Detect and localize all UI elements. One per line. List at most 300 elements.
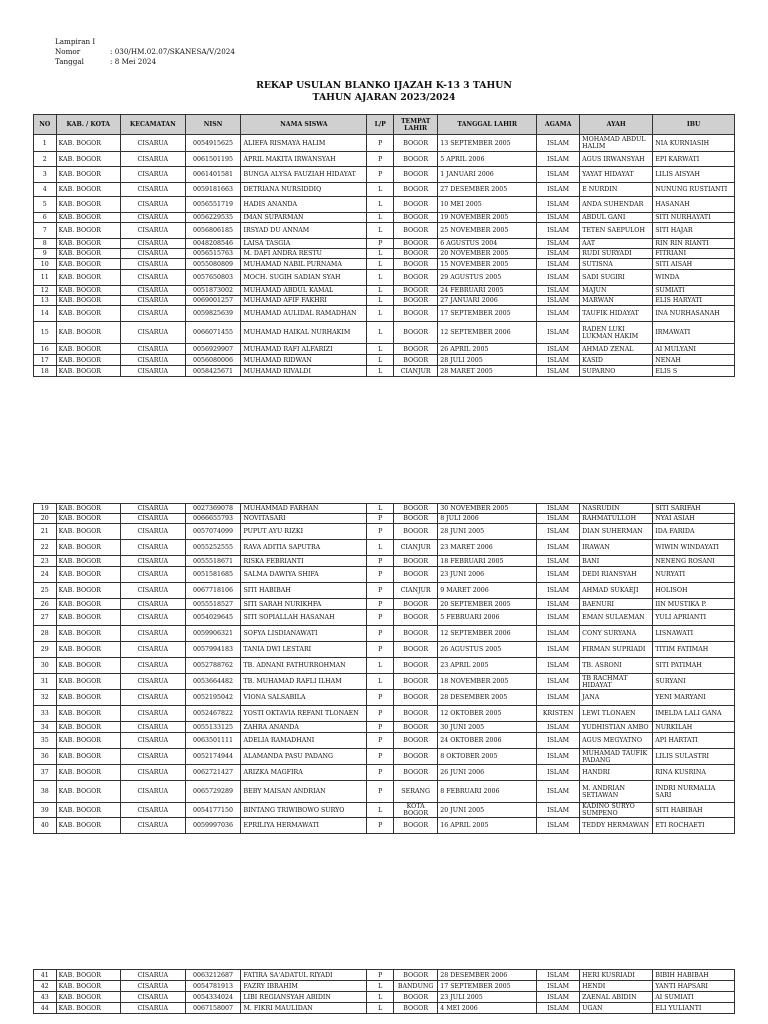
cell-ibu: INDRI NURMALIA SARI <box>653 781 735 803</box>
cell-kab-kota: KAB. BOGOR <box>56 167 121 183</box>
cell-tempat-lahir: SERANG <box>394 781 438 803</box>
cell-ibu: WINDA <box>653 270 735 286</box>
cell-kab-kota: KAB. BOGOR <box>56 223 121 239</box>
cell-nisn: 0056551719 <box>185 197 241 213</box>
cell-ayah: YUDHISTIAN AMBO <box>580 722 653 733</box>
cell-agama: ISLAM <box>537 322 580 344</box>
cell-kab-kota: KAB. BOGOR <box>56 152 121 167</box>
cell-tempat-lahir: BOGOR <box>394 706 438 722</box>
cell-kecamatan: CISARUA <box>121 524 186 540</box>
cell-ibu: FITRIANI <box>653 249 735 259</box>
cell-kab-kota: KAB. BOGOR <box>56 765 121 781</box>
cell-nisn: 0069001257 <box>185 296 241 306</box>
cell-tanggal-lahir: 17 SEPTEMBER 2005 <box>438 306 537 322</box>
cell-kab-kota: KAB. BOGOR <box>56 239 121 249</box>
cell-ibu: API HARTATI <box>653 733 735 749</box>
cell-nisn: 0056515763 <box>185 249 241 259</box>
cell-kab-kota: KAB. BOGOR <box>56 183 121 197</box>
cell-nama-siswa: MUHAMAD AULIDAL RAMADHAN <box>241 306 367 322</box>
cell-no: 41 <box>34 970 57 981</box>
cell-ibu: IMELDA LALI GANA <box>653 706 735 722</box>
cell-ibu: NUNUNG RUSTIANTI <box>653 183 735 197</box>
cell-nama-siswa: ARIZKA MAGFIRA <box>241 765 367 781</box>
table-row <box>34 152 735 167</box>
cell-ayah: KADINO SURYO SUMPENO <box>580 803 653 818</box>
cell-kecamatan: CISARUA <box>121 344 186 355</box>
cell-ibu: IDA FARIDA <box>653 524 735 540</box>
cell-agama: ISLAM <box>537 722 580 733</box>
cell-kab-kota: KAB. BOGOR <box>56 524 121 540</box>
cell-lp: P <box>367 135 394 152</box>
cell-agama: ISLAM <box>537 213 580 223</box>
cell-tanggal-lahir: 27 DESEMBER 2005 <box>438 183 537 197</box>
cell-tanggal-lahir: 30 NOVEMBER 2005 <box>438 504 537 514</box>
cell-ayah: NASRUDIN <box>580 504 653 514</box>
cell-tanggal-lahir: 12 SEPTEMBER 2006 <box>438 322 537 344</box>
cell-agama: ISLAM <box>537 981 580 992</box>
cell-tempat-lahir: BOGOR <box>394 306 438 322</box>
cell-nama-siswa: IRSYAD DU ANNAM <box>241 223 367 239</box>
cell-ibu: SITI PATIMAH <box>653 658 735 674</box>
cell-ibu: NURKILAH <box>653 722 735 733</box>
cell-kab-kota: KAB. BOGOR <box>56 749 121 765</box>
cell-tempat-lahir: BOGOR <box>394 599 438 610</box>
table-row <box>34 135 735 152</box>
column-header-nama-siswa: NAMA SISWA <box>241 115 367 135</box>
student-table-part-1 <box>33 114 735 377</box>
cell-kecamatan: CISARUA <box>121 749 186 765</box>
cell-no: 26 <box>34 599 57 610</box>
cell-lp: P <box>367 167 394 183</box>
cell-no: 38 <box>34 781 57 803</box>
cell-nisn: 0052195042 <box>185 690 241 706</box>
cell-kab-kota: KAB. BOGOR <box>56 270 121 286</box>
cell-ayah: HERI KUSRIADI <box>580 970 653 981</box>
cell-kab-kota: KAB. BOGOR <box>56 599 121 610</box>
cell-nama-siswa: MUHAMAD RIVALDI <box>241 366 367 377</box>
cell-tempat-lahir: BOGOR <box>394 626 438 642</box>
cell-agama: ISLAM <box>537 642 580 658</box>
cell-tempat-lahir: BOGOR <box>394 197 438 213</box>
cell-no: 20 <box>34 514 57 524</box>
cell-kecamatan: CISARUA <box>121 239 186 249</box>
cell-tanggal-lahir: 29 AGUSTUS 2005 <box>438 270 537 286</box>
table-row <box>34 239 735 249</box>
cell-no: 19 <box>34 504 57 514</box>
cell-kab-kota: KAB. BOGOR <box>56 135 121 152</box>
cell-ayah: DIAN SUHERMAN <box>580 524 653 540</box>
column-header-tanggal-lahir: TANGGAL LAHIR <box>438 115 537 135</box>
cell-lp: L <box>367 322 394 344</box>
cell-lp: P <box>367 514 394 524</box>
cell-agama: KRISTEN <box>537 706 580 722</box>
cell-no: 29 <box>34 642 57 658</box>
cell-no: 13 <box>34 296 57 306</box>
cell-ibu: ELIS HARYATI <box>653 296 735 306</box>
column-header-tempat-lahir: TEMPAT LAHIR <box>394 115 438 135</box>
cell-kecamatan: CISARUA <box>121 981 186 992</box>
cell-kecamatan: CISARUA <box>121 765 186 781</box>
cell-nama-siswa: RAVA ADITIA SAPUTRA <box>241 540 367 556</box>
cell-no: 18 <box>34 366 57 377</box>
cell-agama: ISLAM <box>537 524 580 540</box>
cell-nisn: 0056929907 <box>185 344 241 355</box>
cell-tempat-lahir: BOGOR <box>394 992 438 1003</box>
cell-ayah: KASID <box>580 355 653 366</box>
cell-agama: ISLAM <box>537 781 580 803</box>
cell-ibu: ELI YULIANTI <box>653 1003 735 1014</box>
cell-nisn: 0056806185 <box>185 223 241 239</box>
cell-lp: L <box>367 366 394 377</box>
cell-nama-siswa: MUHAMAD RIDWAN <box>241 355 367 366</box>
cell-lp: L <box>367 803 394 818</box>
cell-no: 9 <box>34 249 57 259</box>
table-row <box>34 749 735 765</box>
table-row <box>34 366 735 377</box>
cell-nama-siswa: VIONA SALSABILA <box>241 690 367 706</box>
cell-nama-siswa: M. FIKRI MAULIDAN <box>241 1003 367 1014</box>
cell-tempat-lahir: BOGOR <box>394 167 438 183</box>
cell-no: 30 <box>34 658 57 674</box>
cell-agama: ISLAM <box>537 626 580 642</box>
cell-kab-kota: KAB. BOGOR <box>56 540 121 556</box>
cell-kab-kota: KAB. BOGOR <box>56 626 121 642</box>
cell-tanggal-lahir: 20 JUNI 2005 <box>438 803 537 818</box>
cell-no: 40 <box>34 818 57 834</box>
cell-agama: ISLAM <box>537 567 580 583</box>
cell-ayah: TAUFIK HIDAYAT <box>580 306 653 322</box>
table-row <box>34 556 735 567</box>
cell-nisn: 0054334024 <box>185 992 241 1003</box>
cell-ibu: SITI AISAH <box>653 259 735 270</box>
meta-key: Tanggal <box>55 57 84 66</box>
cell-nama-siswa: MUHAMAD NABIL PURNAMA <box>241 259 367 270</box>
table-row <box>34 658 735 674</box>
table-row <box>34 818 735 834</box>
cell-agama: ISLAM <box>537 306 580 322</box>
cell-kecamatan: CISARUA <box>121 135 186 152</box>
cell-agama: ISLAM <box>537 599 580 610</box>
cell-ayah: TEDDY HERMAWAN <box>580 818 653 834</box>
cell-nisn: 0066655793 <box>185 514 241 524</box>
cell-nama-siswa: TB. MUHAMAD RAFLI ILHAM <box>241 674 367 690</box>
cell-no: 37 <box>34 765 57 781</box>
cell-agama: ISLAM <box>537 690 580 706</box>
cell-lp: L <box>367 504 394 514</box>
cell-tanggal-lahir: 12 OKTOBER 2005 <box>438 706 537 722</box>
cell-lp: P <box>367 706 394 722</box>
cell-nama-siswa: MUHAMAD AFIF FAKHRI <box>241 296 367 306</box>
cell-lp: P <box>367 970 394 981</box>
cell-agama: ISLAM <box>537 818 580 834</box>
cell-kecamatan: CISARUA <box>121 781 186 803</box>
cell-nama-siswa: BEBY MAISAN ANDRIAN <box>241 781 367 803</box>
meta-value: : 8 Mei 2024 <box>110 57 157 66</box>
cell-nisn: 0052174944 <box>185 749 241 765</box>
cell-tempat-lahir: BOGOR <box>394 286 438 296</box>
cell-tanggal-lahir: 23 APRIL 2005 <box>438 658 537 674</box>
cell-tanggal-lahir: 8 JULI 2006 <box>438 514 537 524</box>
cell-ibu: RIN RIN RIANTI <box>653 239 735 249</box>
cell-agama: ISLAM <box>537 197 580 213</box>
cell-ibu: AI SUMIATI <box>653 992 735 1003</box>
meta-lampiran <box>55 37 235 47</box>
cell-nama-siswa: FAZRY IBRAHIM <box>241 981 367 992</box>
cell-tempat-lahir: BOGOR <box>394 355 438 366</box>
cell-tanggal-lahir: 28 JUNI 2005 <box>438 524 537 540</box>
cell-tanggal-lahir: 30 JUNI 2005 <box>438 722 537 733</box>
cell-kab-kota: KAB. BOGOR <box>56 567 121 583</box>
cell-kab-kota: KAB. BOGOR <box>56 706 121 722</box>
cell-agama: ISLAM <box>537 259 580 270</box>
cell-tanggal-lahir: 27 JANUARI 2006 <box>438 296 537 306</box>
cell-lp: P <box>367 567 394 583</box>
cell-nisn: 0057074099 <box>185 524 241 540</box>
cell-nisn: 0057650803 <box>185 270 241 286</box>
cell-ayah: TETEN SAEPULOH <box>580 223 653 239</box>
table-row <box>34 642 735 658</box>
cell-no: 17 <box>34 355 57 366</box>
cell-tanggal-lahir: 17 SEPTEMBER 2005 <box>438 981 537 992</box>
cell-lp: P <box>367 239 394 249</box>
cell-nisn: 0048208546 <box>185 239 241 249</box>
cell-nama-siswa: SITI HABIBAH <box>241 583 367 599</box>
cell-agama: ISLAM <box>537 1003 580 1014</box>
cell-tempat-lahir: BOGOR <box>394 223 438 239</box>
table-row <box>34 567 735 583</box>
cell-ayah: DEDI RIANSYAH <box>580 567 653 583</box>
cell-tempat-lahir: BOGOR <box>394 658 438 674</box>
table-row <box>34 583 735 599</box>
cell-no: 5 <box>34 197 57 213</box>
cell-lp: L <box>367 540 394 556</box>
cell-nama-siswa: MOCH. SUGIH SADIAN SYAH <box>241 270 367 286</box>
cell-ayah: AGUS IRWANSYAH <box>580 152 653 167</box>
cell-nisn: 0058425671 <box>185 366 241 377</box>
cell-kab-kota: KAB. BOGOR <box>56 504 121 514</box>
cell-agama: ISLAM <box>537 286 580 296</box>
cell-ayah: RUDI SURYADI <box>580 249 653 259</box>
column-header-nisn: NISN <box>185 115 241 135</box>
cell-kecamatan: CISARUA <box>121 722 186 733</box>
meta-tanggal <box>55 57 235 67</box>
cell-kab-kota: KAB. BOGOR <box>56 355 121 366</box>
cell-kecamatan: CISARUA <box>121 626 186 642</box>
cell-nama-siswa: LAISA TASGIA <box>241 239 367 249</box>
cell-no: 14 <box>34 306 57 322</box>
cell-agama: ISLAM <box>537 296 580 306</box>
cell-ayah: ZAENAL ABIDIN <box>580 992 653 1003</box>
cell-tempat-lahir: BOGOR <box>394 765 438 781</box>
cell-nama-siswa: SOFYA LISDIANAWATI <box>241 626 367 642</box>
cell-tempat-lahir: CIANJUR <box>394 540 438 556</box>
cell-no: 21 <box>34 524 57 540</box>
cell-tanggal-lahir: 6 AGUSTUS 2004 <box>438 239 537 249</box>
cell-no: 8 <box>34 239 57 249</box>
cell-tempat-lahir: BOGOR <box>394 344 438 355</box>
cell-kecamatan: CISARUA <box>121 197 186 213</box>
cell-kecamatan: CISARUA <box>121 306 186 322</box>
cell-tanggal-lahir: 9 MARET 2006 <box>438 583 537 599</box>
cell-tanggal-lahir: 8 OKTOBER 2005 <box>438 749 537 765</box>
table-row <box>34 524 735 540</box>
cell-nisn: 0062721427 <box>185 765 241 781</box>
cell-no: 36 <box>34 749 57 765</box>
cell-nisn: 0054781913 <box>185 981 241 992</box>
cell-ibu: SITI SARIFAH <box>653 504 735 514</box>
cell-ayah: MAJUN <box>580 286 653 296</box>
cell-tanggal-lahir: 26 AGUSTUS 2005 <box>438 642 537 658</box>
cell-ibu: NIA KURNIASIH <box>653 135 735 152</box>
cell-ibu: TITIM FATIMAH <box>653 642 735 658</box>
cell-no: 33 <box>34 706 57 722</box>
cell-nisn: 0061501195 <box>185 152 241 167</box>
table-row <box>34 183 735 197</box>
cell-kab-kota: KAB. BOGOR <box>56 610 121 626</box>
table-row <box>34 344 735 355</box>
cell-lp: L <box>367 286 394 296</box>
cell-nama-siswa: IMAN SUPARMAN <box>241 213 367 223</box>
cell-ibu: HASANAH <box>653 197 735 213</box>
cell-ayah: E NURDIN <box>580 183 653 197</box>
cell-tempat-lahir: BOGOR <box>394 504 438 514</box>
cell-lp: L <box>367 306 394 322</box>
cell-ibu: AI MULYANI <box>653 344 735 355</box>
cell-agama: ISLAM <box>537 658 580 674</box>
cell-kab-kota: KAB. BOGOR <box>56 733 121 749</box>
cell-lp: P <box>367 818 394 834</box>
cell-kecamatan: CISARUA <box>121 366 186 377</box>
cell-tanggal-lahir: 13 SEPTEMBER 2005 <box>438 135 537 152</box>
table-row <box>34 599 735 610</box>
cell-ibu: LISNAWATI <box>653 626 735 642</box>
document-title: REKAP USULAN BLANKO IJAZAH K-13 3 TAHUN <box>256 80 512 91</box>
column-header-lp: L/P <box>367 115 394 135</box>
cell-nisn: 0055080809 <box>185 259 241 270</box>
cell-kecamatan: CISARUA <box>121 556 186 567</box>
cell-kecamatan: CISARUA <box>121 583 186 599</box>
cell-nisn: 0056080006 <box>185 355 241 366</box>
cell-nama-siswa: APRIL MAKITA IRWANSYAH <box>241 152 367 167</box>
cell-no: 15 <box>34 322 57 344</box>
cell-nama-siswa: RISKA FEBRIANTI <box>241 556 367 567</box>
table-row <box>34 765 735 781</box>
cell-lp: L <box>367 259 394 270</box>
cell-kab-kota: KAB. BOGOR <box>56 722 121 733</box>
cell-tanggal-lahir: 4 MEI 2006 <box>438 1003 537 1014</box>
cell-ibu: INA NURHASANAH <box>653 306 735 322</box>
cell-ayah: HENDI <box>580 981 653 992</box>
cell-tanggal-lahir: 25 NOVEMBER 2005 <box>438 223 537 239</box>
cell-nisn: 0063212687 <box>185 970 241 981</box>
document-meta <box>55 37 235 67</box>
cell-tanggal-lahir: 28 DESEMBER 2005 <box>438 690 537 706</box>
cell-ayah: AHMAD SUKAEJI <box>580 583 653 599</box>
cell-ibu: EPI KARWATI <box>653 152 735 167</box>
cell-kecamatan: CISARUA <box>121 803 186 818</box>
cell-ayah: ABDUL GANI <box>580 213 653 223</box>
cell-agama: ISLAM <box>537 270 580 286</box>
cell-nisn: 0057994183 <box>185 642 241 658</box>
cell-nama-siswa: FATIRA SA'ADATUL RIYADI <box>241 970 367 981</box>
cell-no: 32 <box>34 690 57 706</box>
cell-ibu: BIBIH HABIBAH <box>653 970 735 981</box>
cell-kecamatan: CISARUA <box>121 167 186 183</box>
cell-agama: ISLAM <box>537 992 580 1003</box>
table-row <box>34 259 735 270</box>
cell-lp: L <box>367 249 394 259</box>
column-header-agama: AGAMA <box>537 115 580 135</box>
cell-nisn: 0053664482 <box>185 674 241 690</box>
table-row <box>34 626 735 642</box>
cell-lp: P <box>367 765 394 781</box>
cell-nama-siswa: SITI SOPIALLAH HASANAH <box>241 610 367 626</box>
cell-tanggal-lahir: 8 FEBRUARI 2006 <box>438 781 537 803</box>
cell-agama: ISLAM <box>537 249 580 259</box>
cell-tanggal-lahir: 19 NOVEMBER 2005 <box>438 213 537 223</box>
table-row <box>34 992 735 1003</box>
table-row <box>34 981 735 992</box>
cell-nisn: 0054177150 <box>185 803 241 818</box>
cell-nama-siswa: BINTANG TRIWIBOWO SURYO <box>241 803 367 818</box>
table-row <box>34 504 735 514</box>
cell-nisn: 0061401581 <box>185 167 241 183</box>
cell-lp: P <box>367 524 394 540</box>
cell-lp: P <box>367 583 394 599</box>
cell-kab-kota: KAB. BOGOR <box>56 583 121 599</box>
cell-kab-kota: KAB. BOGOR <box>56 344 121 355</box>
cell-kab-kota: KAB. BOGOR <box>56 1003 121 1014</box>
cell-nama-siswa: NOVITASARI <box>241 514 367 524</box>
meta-value: : 030/HM.02.07/SKANESA/V/2024 <box>110 47 235 56</box>
cell-kecamatan: CISARUA <box>121 674 186 690</box>
meta-key: Nomor <box>55 47 81 56</box>
cell-ayah: AGUS MEGYATNO <box>580 733 653 749</box>
cell-tempat-lahir: BOGOR <box>394 249 438 259</box>
cell-ibu: HOLISOH <box>653 583 735 599</box>
cell-tanggal-lahir: 5 FEBRUARI 2006 <box>438 610 537 626</box>
table-row <box>34 803 735 818</box>
cell-lp: L <box>367 981 394 992</box>
table-row <box>34 167 735 183</box>
cell-agama: ISLAM <box>537 344 580 355</box>
cell-tanggal-lahir: 23 JUNI 2006 <box>438 567 537 583</box>
column-header-ayah: AYAH <box>580 115 653 135</box>
cell-ibu: LILIS SULASTRI <box>653 749 735 765</box>
cell-agama: ISLAM <box>537 355 580 366</box>
cell-tanggal-lahir: 26 JUNI 2006 <box>438 765 537 781</box>
cell-nama-siswa: M. DAFI ANDRA RESTU <box>241 249 367 259</box>
cell-ayah: SUPARNO <box>580 366 653 377</box>
cell-tempat-lahir: BOGOR <box>394 749 438 765</box>
table-row <box>34 223 735 239</box>
cell-nisn: 0056229535 <box>185 213 241 223</box>
cell-tempat-lahir: BOGOR <box>394 270 438 286</box>
cell-tempat-lahir: BOGOR <box>394 259 438 270</box>
table-row <box>34 540 735 556</box>
cell-kecamatan: CISARUA <box>121 259 186 270</box>
cell-nisn: 0051873002 <box>185 286 241 296</box>
cell-tempat-lahir: BOGOR <box>394 524 438 540</box>
cell-no: 11 <box>34 270 57 286</box>
cell-kab-kota: KAB. BOGOR <box>56 306 121 322</box>
cell-lp: L <box>367 223 394 239</box>
cell-no: 28 <box>34 626 57 642</box>
cell-nama-siswa: SALMA DAWIYA SHIFA <box>241 567 367 583</box>
cell-tempat-lahir: BOGOR <box>394 722 438 733</box>
cell-no: 24 <box>34 567 57 583</box>
cell-kecamatan: CISARUA <box>121 970 186 981</box>
